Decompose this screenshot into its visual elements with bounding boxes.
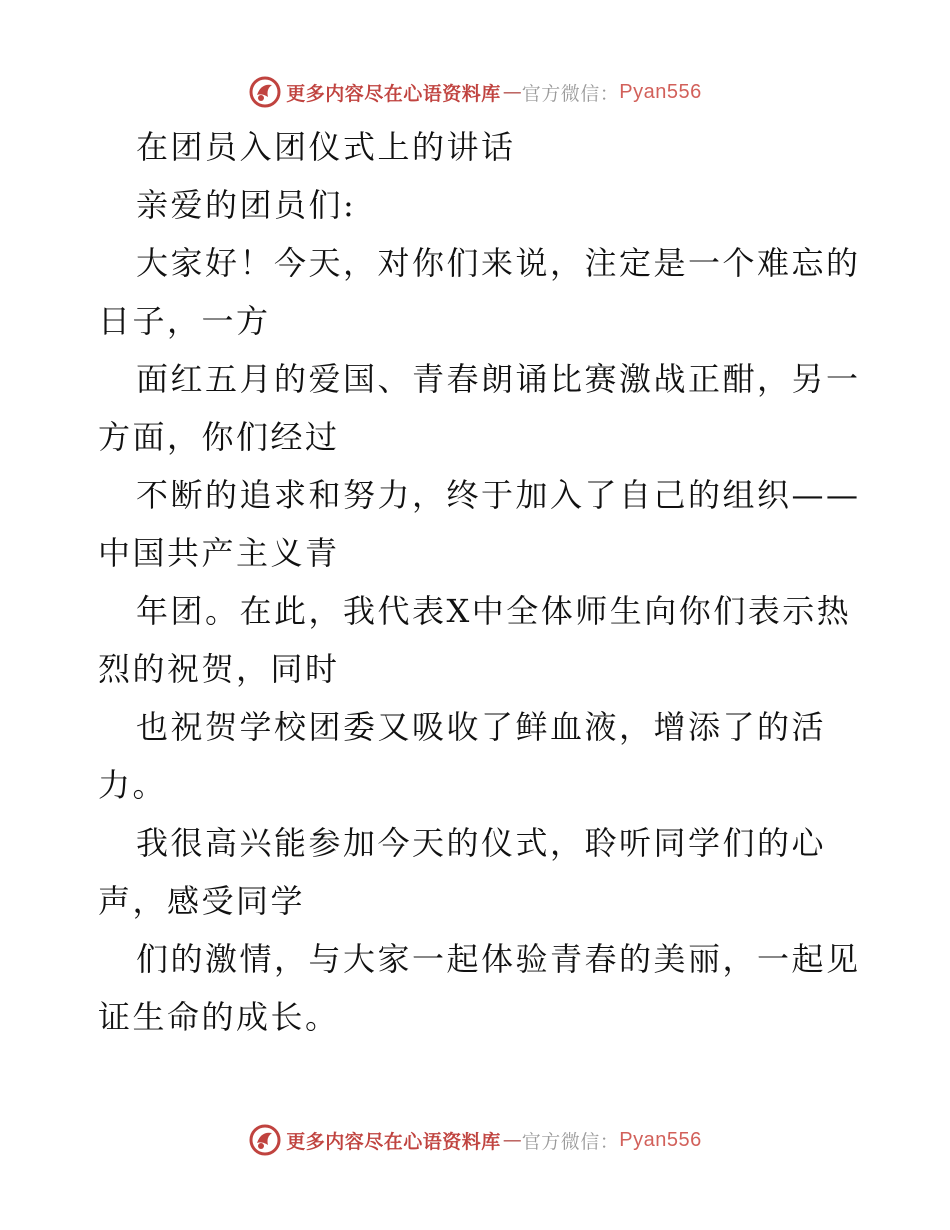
banner-dash: — bbox=[502, 1129, 520, 1151]
swirl-logo-icon bbox=[248, 75, 282, 109]
banner-wechat-id: Pyan556 bbox=[619, 1128, 702, 1151]
text-line: 大家好！今天，对你们来说，注定是一个难忘的 bbox=[136, 244, 861, 282]
text-line: 证生命的成长。 bbox=[98, 998, 340, 1036]
text-line: 不断的追求和努力，终于加入了自己的组织—— bbox=[136, 476, 861, 514]
footer-banner bbox=[0, 1120, 950, 1160]
banner-brand-text: 更多内容尽在心语资料库 bbox=[286, 82, 501, 105]
header-banner bbox=[0, 72, 950, 112]
banner-wechat-label: 官方微信： bbox=[521, 82, 620, 105]
swirl-logo-icon bbox=[248, 1123, 282, 1157]
text-line: 年团。在此，我代表X中全体师生向你们表示热 bbox=[136, 592, 852, 630]
text-line: 也祝贺学校团委又吸收了鲜血液，增添了的活 bbox=[136, 708, 827, 746]
text-line: 声，感受同学 bbox=[98, 882, 306, 920]
banner-dash: — bbox=[502, 81, 520, 103]
text-line: 们的激情，与大家一起体验青春的美丽，一起见 bbox=[136, 940, 861, 978]
text-line: 烈的祝贺，同时 bbox=[98, 650, 340, 688]
text-line: 力。 bbox=[98, 766, 168, 804]
salutation: 亲爱的团员们: bbox=[136, 186, 357, 224]
document-body bbox=[98, 118, 861, 1046]
text-line: 中国共产主义青 bbox=[98, 534, 340, 572]
document-title: 在团员入团仪式上的讲话 bbox=[136, 128, 516, 166]
text-line: 我很高兴能参加今天的仪式，聆听同学们的心 bbox=[136, 824, 827, 862]
text-line: 方面，你们经过 bbox=[98, 418, 340, 456]
text-line: 日子，一方 bbox=[98, 302, 271, 340]
text-line: 面红五月的爱国、青春朗诵比赛激战正酣，另一 bbox=[136, 360, 861, 398]
banner-wechat-id: Pyan556 bbox=[619, 80, 702, 103]
banner-wechat-label: 官方微信： bbox=[521, 1130, 620, 1153]
banner-brand-text: 更多内容尽在心语资料库 bbox=[286, 1130, 501, 1153]
